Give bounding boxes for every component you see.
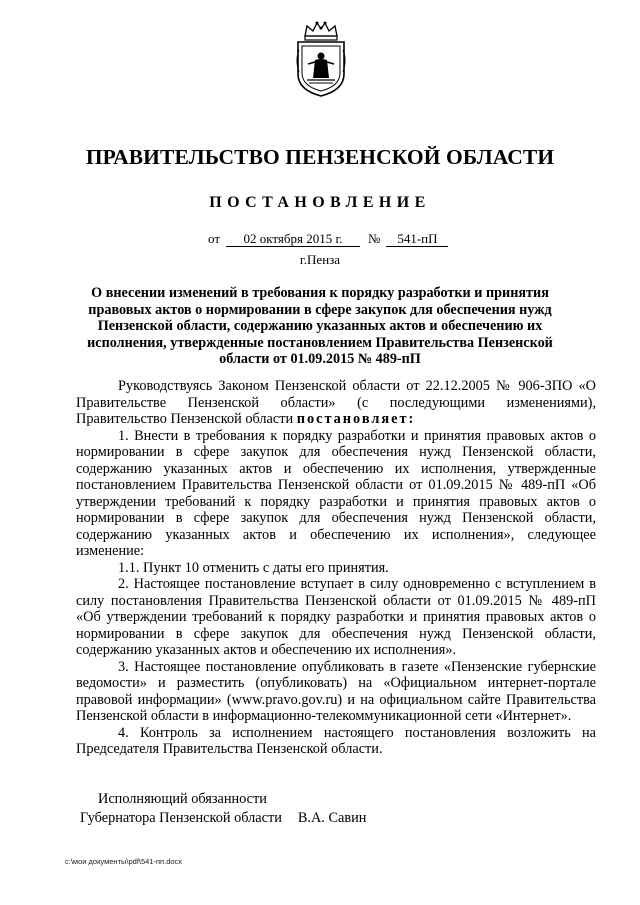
intro-text: Руководствуясь Законом Пензенской области от 22.12.2005 № 906-ЗПО «О Правительстве Пензенской области» (с последующими изменениями), Правительство Пензенской области <box>76 378 596 427</box>
signature-position: Губернатора Пензенской области <box>80 810 282 826</box>
number-label: № <box>368 231 381 246</box>
document-date: 02 октября 2015 г. <box>226 232 360 247</box>
government-title: ПРАВИТЕЛЬСТВО ПЕНЗЕНСКОЙ ОБЛАСТИ <box>85 145 555 169</box>
paragraph-1-1: 1.1. Пункт 10 отменить с даты его принятия. <box>118 559 389 576</box>
paragraph-intro <box>76 378 596 428</box>
document-subject: О внесении изменений в требования к порядку разработки и принятия правовых актов о нормировании в сфере закупок для обеспечения нужд Пензенской области, содержанию указанных актов и обеспечению их исполнения, утвержденные постановлением Правительства Пензенской области от 01.09.2015 № 489-пП <box>87 285 553 367</box>
paragraph-2: 2. Настоящее постановление вступает в силу одновременно с вступлением в силу постановления Правительства Пензенской области от 01.09.2015 № 489-пП «Об утверждении требований к порядку разработки и принятия правовых актов о нормировании в сфере закупок для обеспечения нужд Пензенской области, содержанию указанных актов и обеспечению их исполнения». <box>76 576 596 658</box>
date-label: от <box>208 231 221 246</box>
document-city: г.Пенза <box>299 252 341 267</box>
paragraph-4: 4. Контроль за исполнением настоящего постановления возложить на Председателя Правительства Пензенской области. <box>76 724 596 757</box>
file-path-footer: c:\мои документы\pdf\541-пп.docx <box>65 857 183 866</box>
penza-coat-of-arms-icon <box>293 20 349 98</box>
document-type: ПОСТАНОВЛЕНИЕ <box>209 194 431 211</box>
date-number-line <box>208 231 448 247</box>
signature-block <box>80 790 366 828</box>
decree-word: постановляет: <box>296 411 416 427</box>
document-number: 541-пП <box>386 232 448 247</box>
document-body <box>76 378 596 758</box>
signature-position-line2 <box>80 809 366 828</box>
paragraph-3: 3. Настоящее постановление опубликовать в газете «Пензенские губернские ведомости» и разместить (опубликовать) на «Официальном интернет-портале правовой информации» (www.pravo.gov.ru) и на официальном сайте Правительства Пензенской области в информационно-телекоммуникационной сети «Интернет». <box>76 658 596 724</box>
paragraph-1: 1. Внести в требования к порядку разработки и принятия правовых актов о нормировании в сфере закупок для обеспечения нужд Пензенской области, содержанию указанных актов и обеспечению их исполнения, утвержденные постановлением Правительства Пензенской области от 01.09.2015 № 489-пП «Об утверждении требований к порядку разработки и принятия правовых актов о нормировании в сфере закупок для обеспечения нужд Пензенской области, содержанию указанных актов и обеспечению их исполнения», следующее изменение: <box>76 427 596 559</box>
signature-position-line1: Исполняющий обязанности <box>98 791 267 807</box>
signature-name: В.А. Савин <box>297 810 367 826</box>
